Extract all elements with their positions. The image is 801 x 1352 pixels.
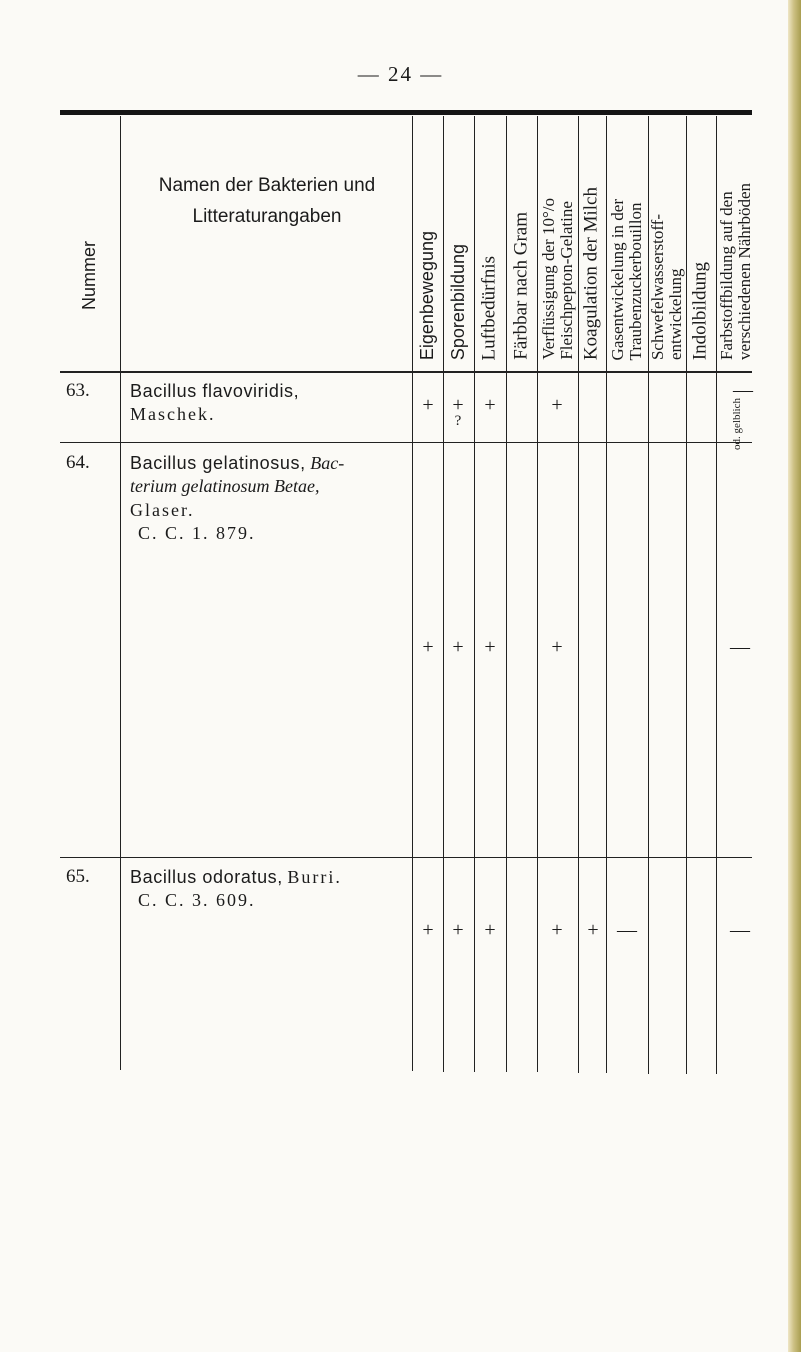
row-number: 65. <box>66 866 90 887</box>
header-gelatine-line2: Fleischpepton-Gelatine <box>556 201 576 360</box>
bacterium-author: Burri. <box>287 867 342 887</box>
header-farb-line1: Farbstoffbildung auf den <box>717 191 737 360</box>
header-farb-line2: verschiedenen Nährböden <box>735 182 754 360</box>
header-nummer: Nummer <box>79 240 100 310</box>
page-edge <box>788 0 801 1352</box>
mark-eigenbewegung: + <box>422 919 434 941</box>
header-indol: Indolbildung <box>689 261 711 360</box>
mark-eigenbewegung: + <box>422 394 434 416</box>
bacterium-author: Maschek. <box>130 404 216 425</box>
mark-luftbeduerfnis: + <box>484 636 496 658</box>
header-gelatine <box>540 198 576 360</box>
header-eigenbewegung: Eigenbewegung <box>416 230 437 360</box>
row-number: 63. <box>66 380 90 401</box>
mark-sporen-question: ? <box>454 413 462 429</box>
bacterium-entry <box>130 380 299 427</box>
header-luft-cell <box>474 118 506 370</box>
bacterium-name: Bacillus flavoviridis, <box>130 381 300 401</box>
header-schwefel-cell <box>648 118 686 370</box>
header-eigen-cell <box>412 118 443 370</box>
mark-luftbeduerfnis: + <box>484 394 496 416</box>
mark-milch: + <box>587 919 599 941</box>
bacterium-synonym-part1: Bac- <box>310 453 345 473</box>
header-luftbeduerfnis: Luftbedürfnis <box>478 255 500 360</box>
header-gas <box>609 199 645 360</box>
bacterium-synonym-part2: terium gelatinosum Betae, <box>130 476 320 497</box>
mark-farbstoff-note: od. gelblich <box>731 398 743 450</box>
bacterium-name: Bacillus gelatinosus, <box>130 453 306 473</box>
header-gelatine-line1: Verflüssigung der 10°/o <box>538 198 558 360</box>
header-milch: Koagulation der Milch <box>580 186 602 360</box>
mark-farbstoff: — <box>730 919 750 941</box>
header-gas-line2: Traubenzuckerbouillon <box>626 201 645 360</box>
header-milch-cell <box>578 118 606 370</box>
mark-gelatine: + <box>551 394 563 416</box>
header-name-line1: Namen der Bakterien und <box>158 175 376 196</box>
mark-gelatine: + <box>551 919 563 941</box>
mark-farbstoff: — <box>733 379 753 401</box>
literature-reference: C. C. 3. 609. <box>138 890 256 911</box>
literature-reference: C. C. 1. 879. <box>138 523 256 544</box>
bacterium-entry <box>130 452 344 546</box>
mark-sporenbildung: + <box>452 636 464 658</box>
header-schwefel-line2: entwickelung <box>666 268 685 360</box>
grid-line <box>120 116 121 1070</box>
header-sporen-cell <box>443 118 474 370</box>
header-bottom-rule <box>60 371 752 373</box>
table-top-rule <box>60 110 752 115</box>
header-farb-cell <box>716 118 756 370</box>
header-schwefel-line1: Schwefelwasserstoff- <box>648 213 668 360</box>
bacterium-author: Glaser. <box>130 499 195 520</box>
mark-farbstoff: — <box>730 636 750 658</box>
row-number: 64. <box>66 452 90 473</box>
header-gas-line1: Gasentwickelung in der <box>608 198 628 360</box>
bacterium-name: Bacillus odoratus, <box>130 867 283 887</box>
row-rule <box>60 857 752 858</box>
mark-eigenbewegung: + <box>422 636 434 658</box>
mark-sporenbildung: + <box>452 394 464 416</box>
header-gas-cell <box>606 118 648 370</box>
mark-sporenbildung: + <box>452 919 464 941</box>
mark-gas: — <box>617 919 637 941</box>
header-indol-cell <box>686 118 716 370</box>
row-rule <box>60 442 752 443</box>
header-name-line2: Litteraturangaben <box>192 206 342 228</box>
header-nummer-cell <box>60 118 120 370</box>
header-sporenbildung: Sporenbildung <box>447 243 468 360</box>
header-name <box>122 170 412 233</box>
page-number: — 24 — <box>357 62 444 86</box>
mark-luftbeduerfnis: + <box>484 919 496 941</box>
bacterium-entry <box>130 866 342 913</box>
header-gram-cell <box>506 118 537 370</box>
header-farbstoff <box>718 183 754 360</box>
header-gelatine-cell <box>537 118 578 370</box>
header-schwefel <box>649 214 685 360</box>
mark-gelatine: + <box>551 636 563 658</box>
header-gram: Färbbar nach Gram <box>510 212 532 360</box>
